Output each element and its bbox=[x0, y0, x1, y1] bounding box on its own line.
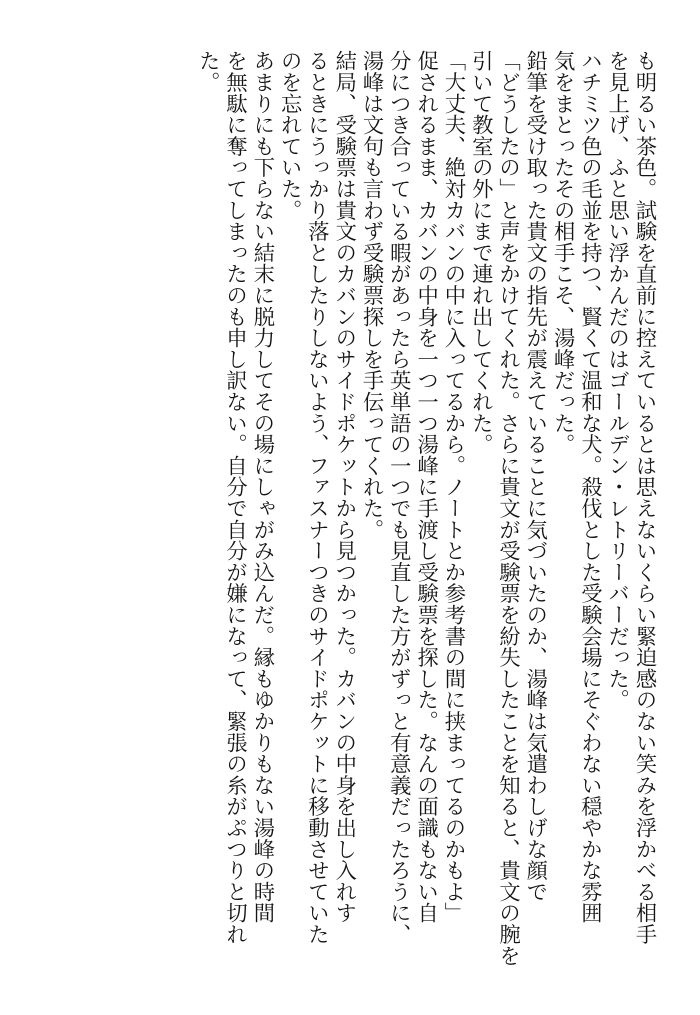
text-line: るときにうっかり落としたりしないよう、ファスナーつきのサイドポケットに移動させていた bbox=[304, 50, 330, 945]
text-line: 「大丈夫、絶対カバンの中に入ってるから。ノートとか参考書の間に挟まってるのかもよ」 bbox=[440, 50, 466, 924]
text-line: を見上げ、ふと思い浮かんだのはゴールデン・レトリーバーだった。 bbox=[604, 50, 630, 711]
text-line: 鉛筆を受け取った貴文の指先が震えていることに気づいたのか、湯峰は気遣わしげな顔で bbox=[522, 50, 548, 902]
text-line: も明るい茶色。試験を直前に控えているとは思えないくらい緊迫感のない笑みを浮かべる相手 bbox=[632, 50, 657, 945]
text-line: のを忘れていた。 bbox=[277, 50, 303, 221]
text-line: 結局、受験票は貴文のカバンのサイドポケットから見つかった。カバンの中身を出し入れす bbox=[331, 50, 357, 924]
text-line: あまりにも下らない結末に脱力してその場にしゃがみ込んだ。縁もゆかりもない湯峰の時間 bbox=[249, 50, 275, 924]
text-line: た。 bbox=[195, 50, 221, 93]
text-line: 湯峰は文句も言わず受験票探しを手伝ってくれた。 bbox=[359, 50, 385, 540]
text-line: 「どうしたの」と声をかけてくれた。さらに貴文が受験票を紛失したことを知ると、貴文の腕を bbox=[495, 50, 521, 966]
vertical-text-body bbox=[194, 50, 658, 990]
text-line: を無駄に奪ってしまったのも申し訳ない。自分で自分が嫌になって、緊張の糸がぷつりと切れ bbox=[222, 50, 248, 945]
text-line: 促されるまま、カバンの中身を一つ一つ湯峰に手渡し受験票を探した。なんの面識もない自 bbox=[413, 50, 439, 924]
text-line: 分につき合っている暇があったら英単語の一つでも見直した方がずっと有意義だったろうに、 bbox=[386, 50, 412, 945]
text-line: ハチミツ色の毛並を持つ、賢くて温和な犬。殺伐とした受験会場にそぐわない穏やかな雰囲 bbox=[577, 50, 603, 924]
text-line: 引いて教室の外にまで連れ出してくれた。 bbox=[468, 50, 494, 455]
text-line: 気をまとったその相手こそ、湯峰だった。 bbox=[550, 50, 576, 455]
